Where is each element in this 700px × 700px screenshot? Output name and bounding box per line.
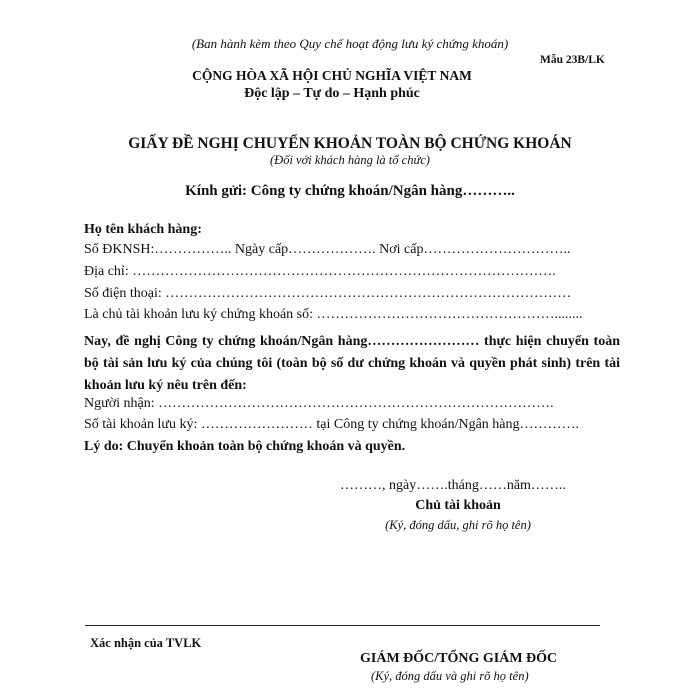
request-paragraph: Nay, đề nghị Công ty chứng khoán/Ngân hàng…………………… thực hiện chuyển toàn bộ tài sản lưu ký của chúng tôi (toàn bộ số dư chứng khoán và quyền phát sinh) trên tài khoản lưu ký nêu trên đến: bbox=[84, 334, 620, 393]
national-motto: Độc lập – Tự do – Hạnh phúc bbox=[244, 86, 420, 101]
account-owner-label: Chủ tài khoản bbox=[415, 498, 501, 513]
footer-divider bbox=[85, 625, 600, 626]
document-subtitle: (Đối với khách hàng là tổ chức) bbox=[270, 153, 430, 167]
tvlk-confirmation-label: Xác nhận của TVLK bbox=[90, 636, 202, 650]
account-owner-note: (Ký, đóng dấu, ghi rõ họ tên) bbox=[385, 518, 531, 532]
registration-line: Số ĐKNSH:…………….. Ngày cấp………………. Nơi cấp………………………….. bbox=[84, 242, 571, 257]
issuance-note: (Ban hành kèm theo Quy chế hoạt động lưu ký chứng khoán) bbox=[191, 36, 509, 51]
signature-date-line: ………, ngày…….tháng……năm…….. bbox=[340, 478, 566, 493]
recipient-line: Người nhận: …………………………………………………………………………. bbox=[84, 396, 554, 411]
form-code: Mẫu 23B/LK bbox=[540, 54, 605, 66]
document-title: GIẤY ĐỀ NGHỊ CHUYỂN KHOẢN TOÀN BỘ CHỨNG KHOÁN bbox=[128, 135, 572, 152]
customer-name-label: Họ tên khách hàng: bbox=[84, 222, 202, 237]
reason-line: Lý do: Chuyển khoản toàn bộ chứng khoán và quyền. bbox=[84, 439, 406, 454]
address-line: Địa chỉ: ………………………………………………………………………………. bbox=[84, 264, 556, 279]
director-note: (Ký, đóng dấu và ghi rõ họ tên) bbox=[371, 669, 529, 683]
director-label: GIÁM ĐỐC/TỔNG GIÁM ĐỐC bbox=[360, 651, 558, 666]
recipient-account-line: Số tài khoản lưu ký: …………………… tại Công ty chứng khoán/Ngân hàng…………. bbox=[84, 417, 580, 432]
phone-line: Số điện thoại: …………………………………………………………………………… bbox=[84, 286, 572, 301]
nation-heading: CỘNG HÒA XÃ HỘI CHỦ NGHĨA VIỆT NAM bbox=[192, 68, 472, 83]
account-number-line: Là chủ tài khoản lưu ký chứng khoán số: ……………………………………………........ bbox=[84, 307, 583, 322]
addressee-line: Kính gửi: Công ty chứng khoán/Ngân hàng……….. bbox=[185, 183, 515, 199]
